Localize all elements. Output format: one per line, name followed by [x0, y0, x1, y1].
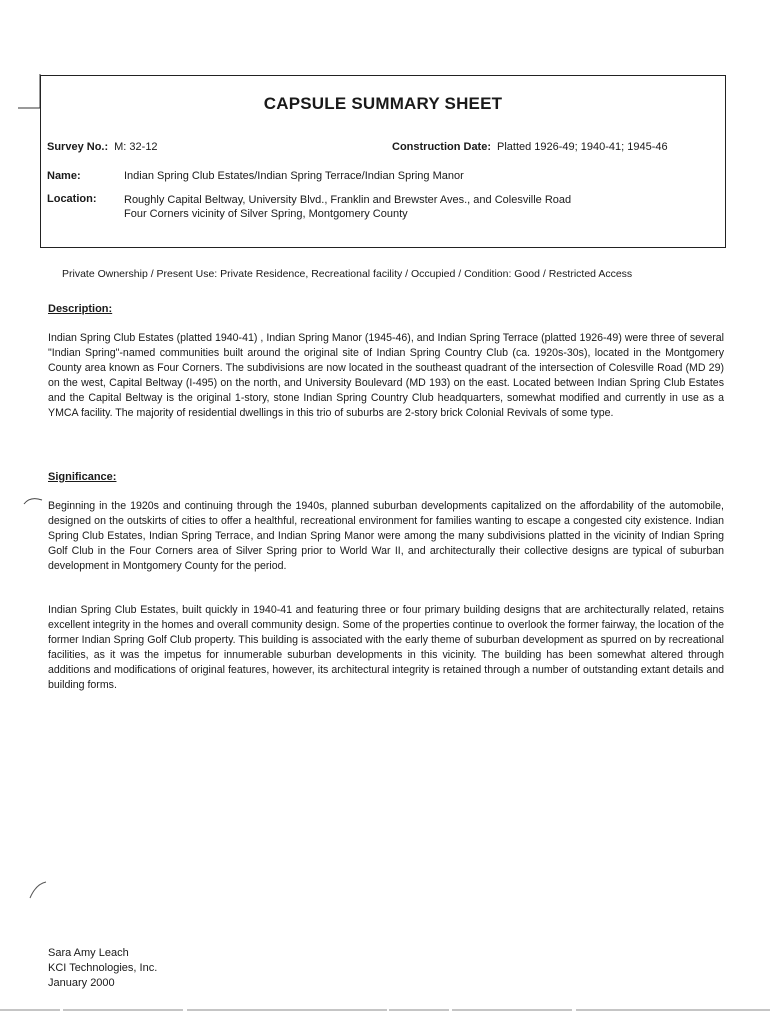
name-value: Indian Spring Club Estates/Indian Spring Terrace/Indian Spring Manor [124, 170, 464, 182]
name-label: Name: [47, 170, 81, 182]
construction-date-value: Platted 1926-49; 1940-41; 1945-46 [497, 141, 668, 153]
significance-heading: Significance: [48, 471, 117, 483]
location-line-1: Roughly Capital Beltway, University Blvd., Franklin and Brewster Aves., and Colesville Road [124, 194, 572, 206]
survey-number-label: Survey No.: [47, 141, 109, 153]
scan-line-bottom [0, 1004, 770, 1016]
construction-date-label: Construction Date: [392, 141, 491, 153]
scan-mark-left-lower [26, 876, 52, 906]
construction-date-row [392, 141, 668, 153]
author-block [48, 946, 157, 991]
survey-number-value: M: 32-12 [114, 141, 158, 153]
significance-paragraph-2: Indian Spring Club Estates, built quickly in 1940-41 and featuring three or four primary building designs that are architecturally related, retains excellent integrity in the homes and overall community design. Some of the properties continue to overlook the former fairway, the location of the former Indian Spring Golf Club property. This building is associated with the early theme of suburban development as spurred on by recreational facilities, as it was the impetus for innumerable suburban developments in this vicinity. The building has been somewhat altered through additions and modifications of original features, however, its architectural integrity is retained through a number of outstanding extant details and building forms. [48, 604, 724, 691]
description-heading: Description: [48, 303, 113, 315]
location-line-2: Four Corners vicinity of Silver Spring, Montgomery County [124, 208, 408, 220]
author-name: Sara Amy Leach [48, 947, 129, 959]
location-value [124, 193, 571, 221]
description-text: Indian Spring Club Estates (platted 1940-41) , Indian Spring Manor (1945-46), and Indian Spring Terrace (platted 1926-49) were three of several "Indian Spring"-named communities built around the original site of Indian Spring Country Club (ca. 1920s-30s), located in the Montgomery County area known as Four Corners. The subdivisions are now located in the southeast quadrant of the intersection of Colesville Road (MD 29) on the west, Capital Beltway (I-495) on the north, and University Boulevard (MD 193) on the east. Located between Indian Spring Club Estates and the Capital Beltway is the original 1-story, stone Indian Spring Country Club headquarters, somewhat modified and currently in use as a YMCA facility. The majority of residential dwellings in this trio of suburbs are 2-story brick Colonial Revivals of some type. [48, 332, 724, 419]
survey-number-row [47, 141, 158, 153]
author-company: KCI Technologies, Inc. [48, 962, 158, 974]
header-box [40, 75, 726, 248]
author-date: January 2000 [48, 977, 115, 989]
location-label: Location: [47, 193, 97, 205]
page-title: CAPSULE SUMMARY SHEET [263, 94, 503, 113]
ownership-use-line: Private Ownership / Present Use: Private Residence, Recreational facility / Occupied / Condition: Good / Restricted Access [62, 268, 633, 280]
significance-paragraph-1: Beginning in the 1920s and continuing through the 1940s, planned suburban developments capitalized on the affordability of the automobile, designed on the outskirts of cities to offer a healthful, recreational environment for families wanting to escape a congested city existence. Indian Spring Club Estates, Indian Spring Terrace, and Indian Spring Manor were among the many subdivisions platted in the vicinity of Indian Spring Golf Club in the Four Corners area of Silver Spring prior to World War II, and architecturally their collective designs are typical of suburban development in Montgomery County for the period. [48, 500, 724, 572]
